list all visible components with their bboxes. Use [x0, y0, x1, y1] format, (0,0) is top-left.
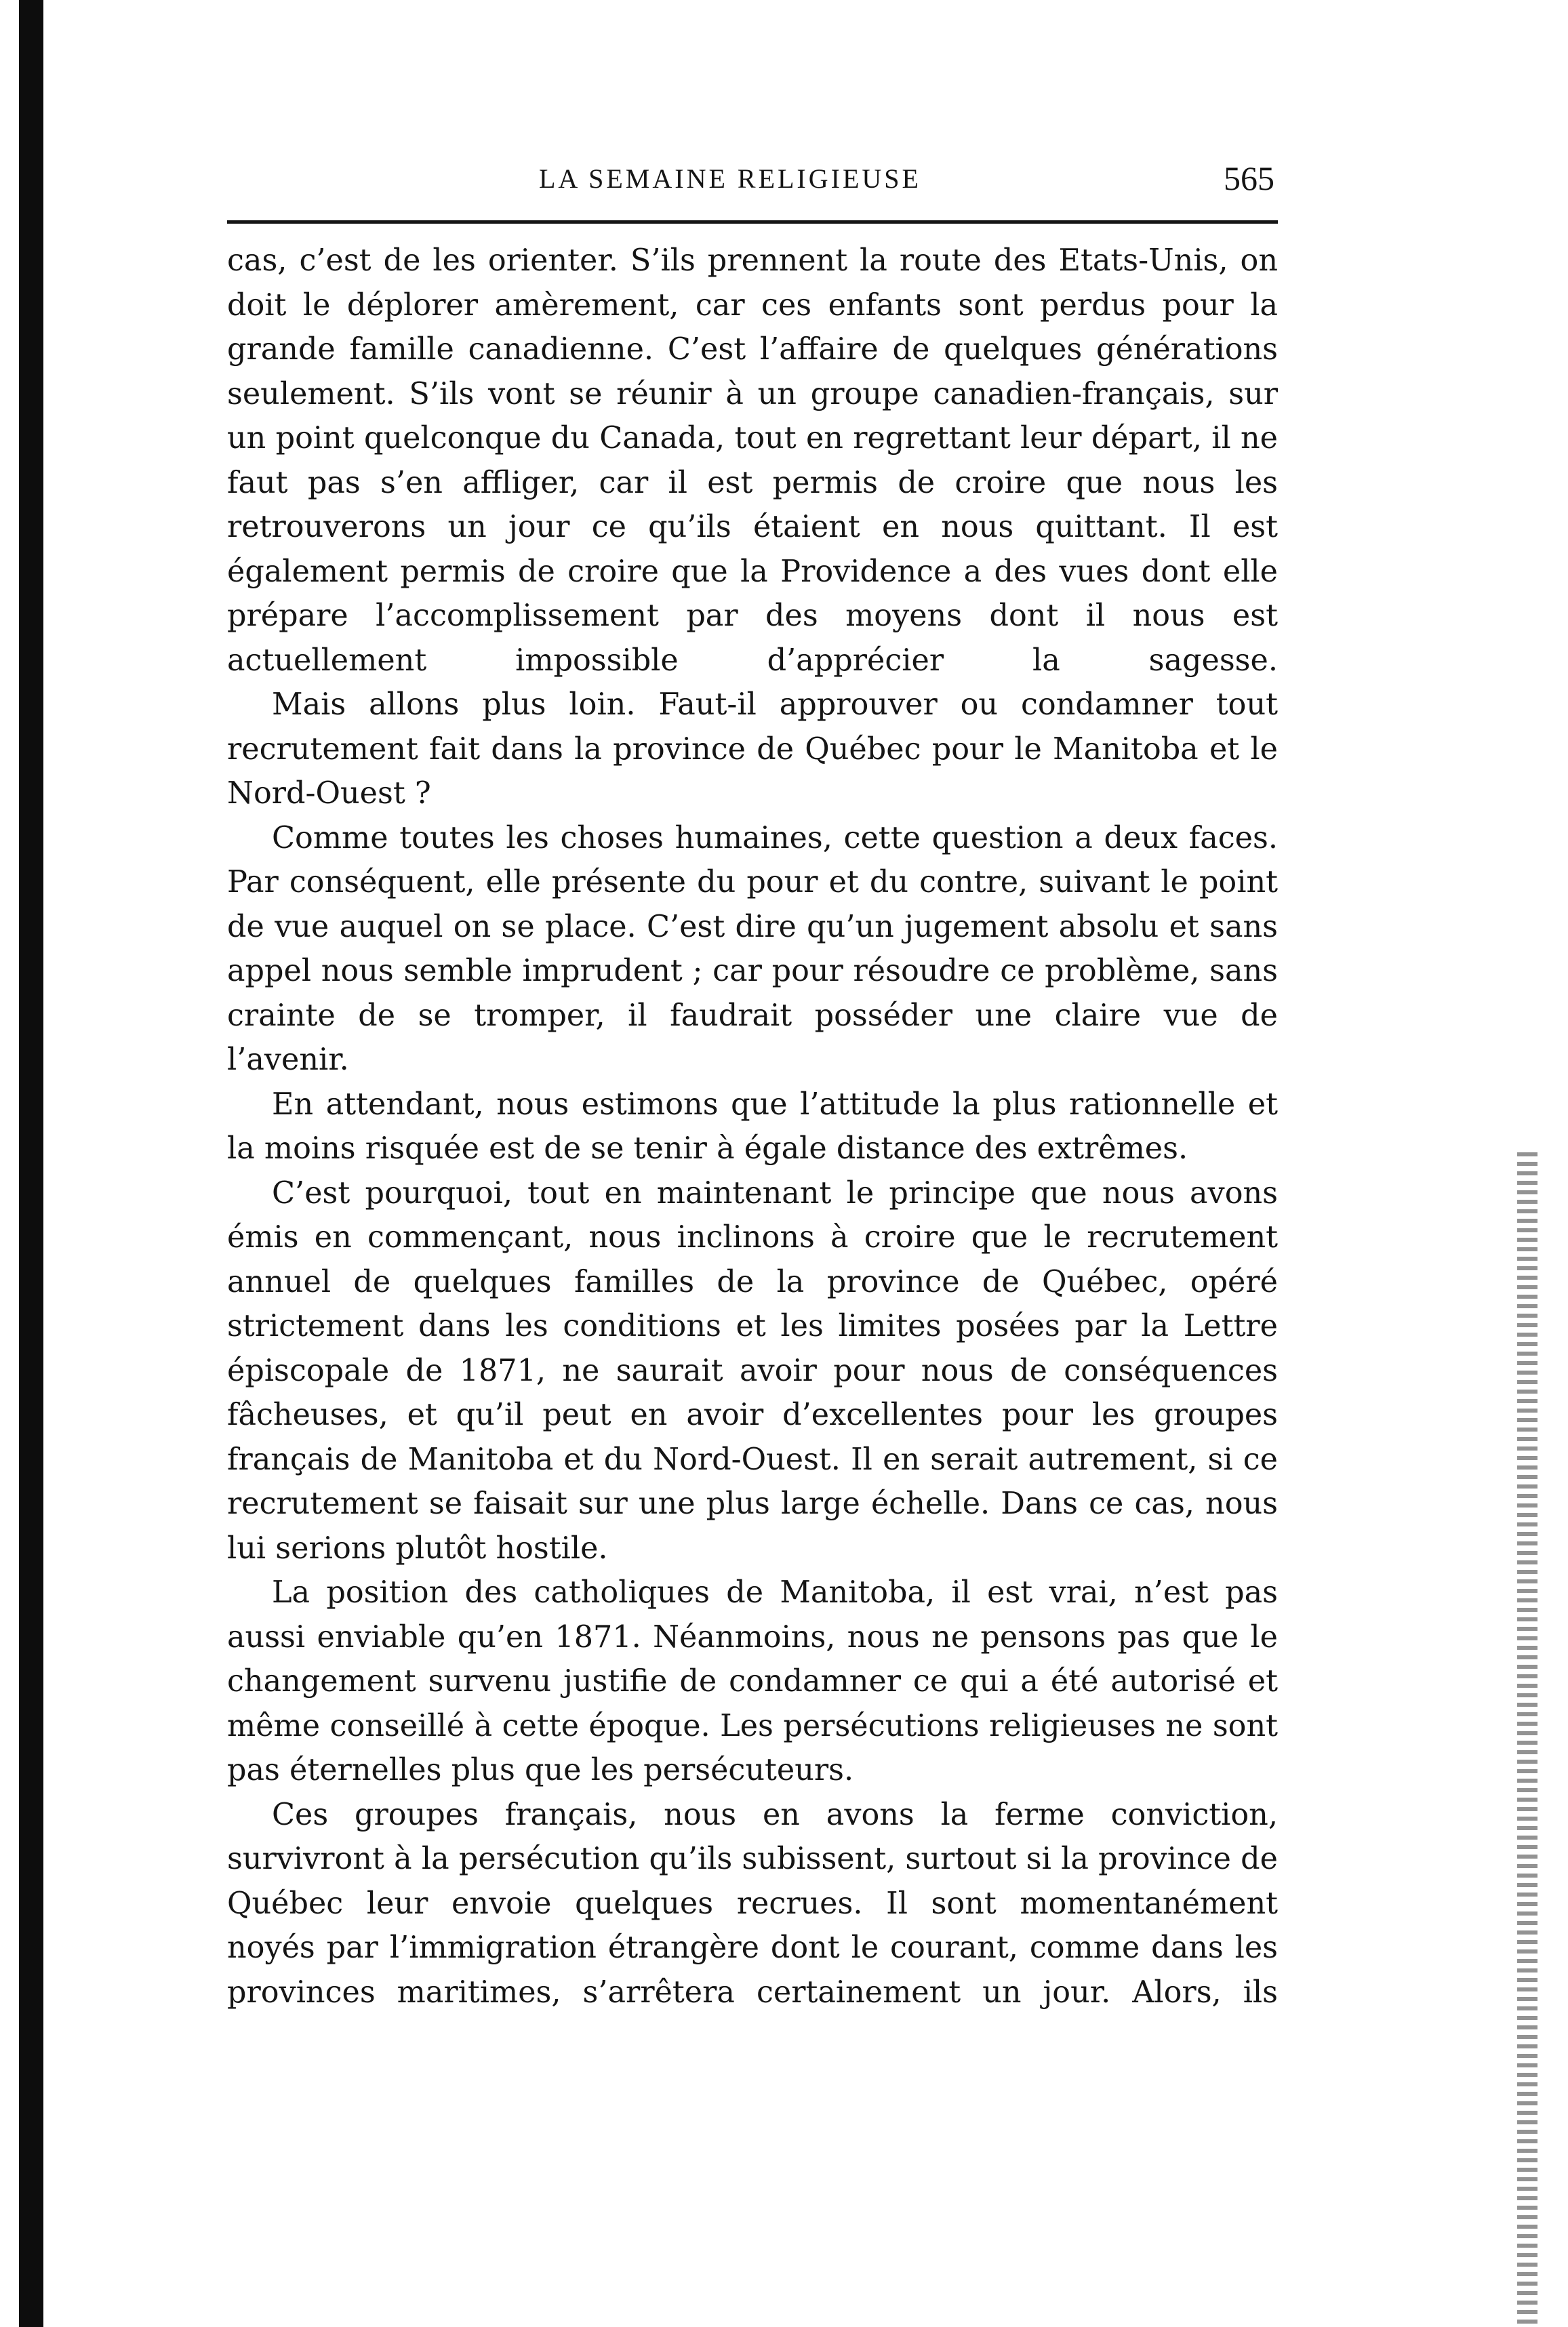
page-number: 565	[1224, 159, 1274, 197]
paragraph: La position des catholiques de Manitoba, il est vrai, n’est pas aussi enviable qu’en 1871. Néanmoins, nous ne pensons pas que le changement survenu justifie de condamner ce qui a été autorisé et même conseillé à cette époque. Les persécutions religieuses ne sont pas éternelles plus que les persécuteurs.	[227, 1575, 1278, 1787]
running-head: LA SEMAINE RELIGIEUSE	[539, 163, 921, 194]
paragraph: Mais allons plus loin. Faut-il approuver ou condamner tout recrutement fait dans la province de Québec pour le Manitoba et le Nord-Ouest ?	[227, 687, 1278, 811]
paragraph: Ces groupes français, nous en avons la ferme conviction, survivront à la persécution qu’ils subissent, surtout si la province de Québec leur envoie quelques recrues. Il sont momentanément noyés par l’immigration étrangère dont le courant, comme dans les provinces maritimes, s’arrêtera certainement un jour. Alors, ils	[227, 1797, 1278, 2010]
page-body	[227, 239, 1278, 2015]
page-header	[227, 159, 1274, 206]
scan-page-edge	[1517, 1152, 1537, 2327]
scan-binding-edge	[19, 0, 43, 2327]
paragraph: C’est pourquoi, tout en maintenant le principe que nous avons émis en commençant, nous inclinons à croire que le recrutement annuel de quelques familles de la province de Québec, opéré strictement dans les conditions et les limites posées par la Lettre épiscopale de 1871, ne saurait avoir pour nous de conséquences fâcheuses, et qu’il peut en avoir d’excellentes pour les groupes français de Manitoba et du Nord-Ouest. Il en serait autrement, si ce recrutement se faisait sur une plus large échelle. Dans ce cas, nous lui serions plutôt hostile.	[227, 1175, 1278, 1566]
paragraph: cas, c’est de les orienter. S’ils prennent la route des Etats-Unis, on doit le déplorer amèrement, car ces enfants sont perdus pour la grande famille canadienne. C’est l’affaire de quelques générations seulement. S’ils vont se réunir à un groupe canadien-français, sur un point quelconque du Canada, tout en regrettant leur départ, il ne faut pas s’en affliger, car il est permis de croire que nous les retrouverons un jour ce qu’ils étaient en nous quittant. Il est également permis de croire que la Providence a des vues dont elle prépare l’accomplissement par des moyens dont il nous est actuellement impossible d’apprécier la sagesse.	[227, 243, 1278, 678]
paragraph: En attendant, nous estimons que l’attitude la plus rationnelle et la moins risquée est de se tenir à égale distance des extrêmes.	[227, 1087, 1278, 1166]
paragraph: Comme toutes les choses humaines, cette question a deux faces. Par conséquent, elle présente du pour et du contre, suivant le point de vue auquel on se place. C’est dire qu’un jugement absolu et sans appel nous semble imprudent ; car pour résoudre ce problème, sans crainte de se tromper, il faudrait posséder une claire vue de l’avenir.	[227, 820, 1278, 1077]
header-rule	[227, 220, 1278, 224]
